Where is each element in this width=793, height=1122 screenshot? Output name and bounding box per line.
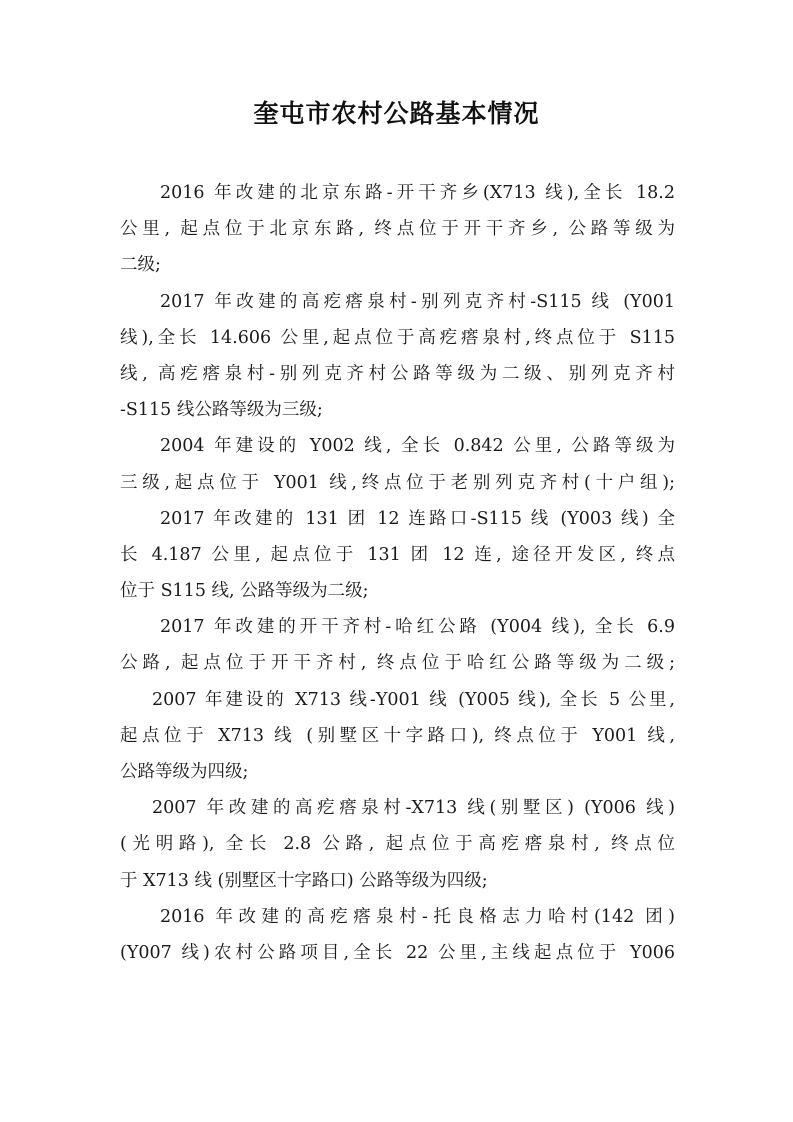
- paragraph-line: 2017 年改建的开干齐村-哈红公路 (Y004 线), 全长 6.9: [160, 617, 675, 638]
- paragraph-line: 2004 年建设的 Y002 线, 全长 0.842 公里, 公路等级为: [160, 436, 675, 457]
- paragraph-line: 二级;: [120, 255, 161, 276]
- paragraph-3: [120, 428, 675, 500]
- paragraph-line: 2017 年改建的高疙瘩泉村-别列克齐村-S115 线 (Y001: [160, 291, 675, 312]
- paragraph-line: 起点位于 X713 线 (别墅区十字路口), 终点位于 Y001 线,: [120, 725, 675, 746]
- paragraph-7: [120, 790, 675, 899]
- paragraph-line: 2016 年改建的高疙瘩泉村-托良格志力哈村(142 团): [160, 906, 675, 927]
- paragraph-line: 位于 S115 线, 公路等级为二级;: [120, 581, 369, 602]
- paragraph-6: [120, 682, 675, 791]
- paragraph-line: 三级,起点位于 Y001 线,终点位于老别列克齐村(十户组);: [120, 472, 675, 493]
- paragraph-line: 2007 年建设的 X713 线-Y001 线 (Y005 线), 全长 5 公里,: [152, 689, 675, 710]
- paragraph-line: (光明路), 全长 2.8 公路, 起点位于高疙瘩泉村, 终点位: [120, 834, 675, 855]
- paragraph-line: 于 X713 线 (别墅区十字路口) 公路等级为四级;: [120, 870, 488, 891]
- paragraph-line: (Y007 线)农村公路项目,全长 22 公里,主线起点位于 Y006: [120, 942, 675, 963]
- paragraph-line: 2017 年改建的 131 团 12 连路口-S115 线 (Y003 线) 全: [160, 508, 675, 529]
- document-title: 奎屯市农村公路基本情况: [253, 99, 540, 128]
- paragraph-line: 2007 年改建的高疙瘩泉村-X713 线(别墅区) (Y006 线): [152, 798, 675, 819]
- paragraph-line: 线, 高疙瘩泉村-别列克齐村公路等级为二级、别列克齐村: [120, 363, 675, 384]
- document-body: [120, 175, 675, 971]
- paragraph-line: 线),全长 14.606 公里,起点位于高疙瘩泉村,终点位于 S115: [120, 327, 675, 348]
- paragraph-5: [120, 609, 675, 681]
- paragraph-line: 公路, 起点位于开干齐村, 终点位于哈红公路等级为二级;: [120, 653, 675, 674]
- paragraph-4: [120, 501, 675, 610]
- paragraph-8: [120, 899, 675, 971]
- paragraph-line: 长 4.187 公里, 起点位于 131 团 12 连, 途径开发区, 终点: [120, 544, 675, 565]
- paragraph-1: [120, 175, 675, 284]
- paragraph-line: 公路等级为四级;: [120, 762, 249, 782]
- paragraph-2: [120, 284, 675, 429]
- paragraph-line: 公里, 起点位于北京东路, 终点位于开干齐乡, 公路等级为: [120, 219, 675, 240]
- paragraph-line: 2016 年改建的北京东路-开干齐乡(X713 线),全长 18.2: [160, 183, 675, 203]
- paragraph-line: -S115 线公路等级为三级;: [120, 400, 323, 421]
